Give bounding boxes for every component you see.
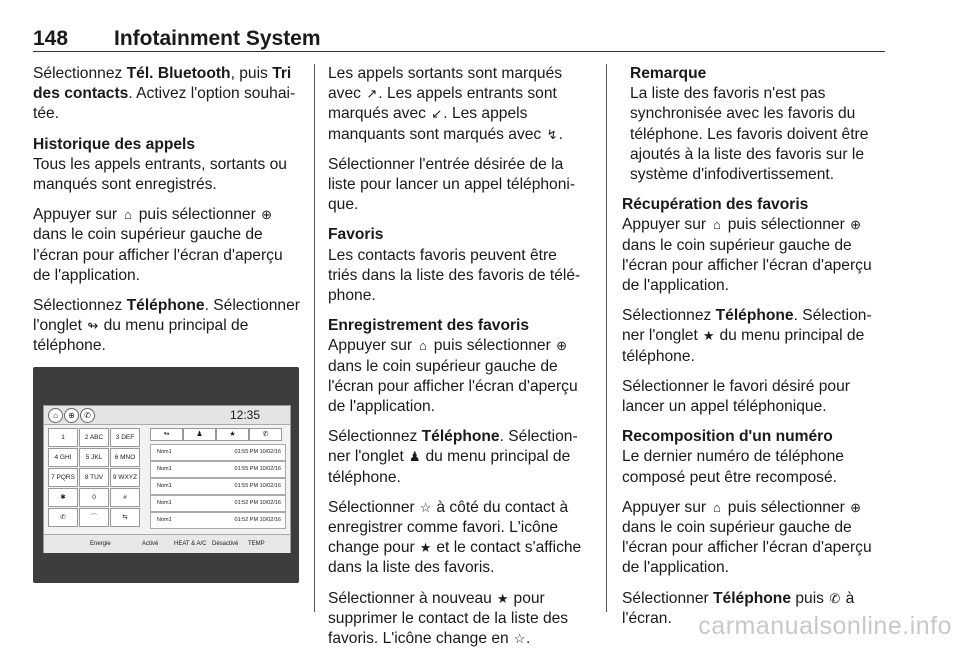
phone-icon: ✆ <box>829 590 841 606</box>
energy-label: Energie <box>90 540 111 547</box>
list-item: Nom1 01:52 PM 10/02/16 <box>150 512 286 529</box>
paragraph: Sélectionner l'entrée désirée de la liste pour lancer un appel téléphonique. <box>328 155 576 214</box>
favorite-list-icon: ★ <box>702 328 715 344</box>
contact-icon: ♟ <box>183 428 216 441</box>
paragraph: Sélectionnez Tél. Bluetooth, puis Tri des contacts. Activez l'option souhaitée. <box>33 65 296 123</box>
column-1 <box>33 64 301 583</box>
favorite-filled-icon: ★ <box>496 590 509 606</box>
apps-icon: ⊕ <box>556 338 568 354</box>
apps-icon: ⊕ <box>64 408 79 423</box>
paragraph: Les contacts favoris peuvent être triés dans la liste des favoris de téléphone. <box>328 246 581 305</box>
apps-icon: ⊕ <box>261 207 273 223</box>
key: ✱ <box>48 488 78 507</box>
tabs <box>150 428 284 440</box>
heading: Recomposition d'un numéro <box>622 428 833 446</box>
favorite-filled-icon: ★ <box>419 540 432 556</box>
infotainment-screen-figure <box>33 367 299 583</box>
incoming-call-icon: ↙ <box>431 106 443 122</box>
heading: Historique des appels <box>33 135 196 153</box>
paragraph: Le dernier numéro de téléphone composé peut être recomposé. <box>622 448 844 486</box>
heading: Enregistrement des favoris <box>328 317 530 335</box>
column-3 <box>622 64 886 639</box>
key: 8 TUV <box>79 468 109 487</box>
outgoing-call-icon: ↗ <box>366 86 378 102</box>
key: 0 <box>79 488 109 507</box>
paragraph: Tous les appels entrants, sortants ou manqués sont enregistrés. <box>33 155 287 194</box>
list-item: Nom1 01:52 PM 10/02/16 <box>150 495 286 512</box>
list-item: Nom1 01:55 PM 10/02/16 <box>150 461 286 478</box>
apps-icon: ⊕ <box>850 217 862 233</box>
missed-call-icon: ↯ <box>546 126 558 142</box>
clock: 12:35 <box>229 407 260 422</box>
temp-label: TEMP <box>248 540 265 547</box>
paragraph: Sélectionner à nouveau ★ pour supprimer le contact de la liste des favoris. L'icône change en ☆. <box>328 589 590 650</box>
paragraph: Les appels sortants sont marqués avec ↗. Les appels entrants sont marqués avec ↙. Les appels manquants sont marqués avec ↯. <box>328 64 590 145</box>
note-box <box>622 64 886 185</box>
phone-icon: ✆ <box>80 408 95 423</box>
key: 1 <box>48 428 78 447</box>
phone-screen <box>43 405 291 553</box>
phone-icon: ✆ <box>249 428 282 441</box>
keypad <box>48 428 142 528</box>
paragraph: Sélectionner le favori désiré pour lancer un appel téléphonique. <box>622 377 850 416</box>
off-label: Désactivé <box>212 540 239 547</box>
paragraph: Appuyer sur ⌂ puis sélectionner ⊕ dans le coin supérieur gauche de l'écran pour afficher l'écran d'aperçu de l'application. <box>622 498 872 577</box>
list-item: Nom1 01:55 PM 10/02/16 <box>150 478 286 495</box>
phone-icon: ✆ <box>48 508 78 527</box>
column-divider <box>314 64 315 612</box>
note-heading: Remarque <box>630 65 707 82</box>
paragraph: Sélectionnez Téléphone. Sélectionner l'onglet ↬ du menu principal de téléphone. <box>33 297 300 355</box>
home-icon: ⌂ <box>712 217 721 233</box>
key: 3 DEF <box>110 428 140 447</box>
paragraph: Sélectionner Téléphone puis ✆ à l'écran. <box>622 589 855 627</box>
key: # <box>110 488 140 507</box>
key: 5 JKL <box>79 448 109 467</box>
favorite-empty-icon: ☆ <box>419 499 432 515</box>
recent-calls-icon: ↬ <box>87 318 99 334</box>
key: 9 WXYZ <box>110 468 140 487</box>
recent-calls-icon: ↬ <box>150 428 183 441</box>
paragraph: Sélectionnez Téléphone. Sélectionner l'onglet ★ du menu principal de téléphone. <box>622 307 872 365</box>
home-icon: ⌂ <box>418 338 427 354</box>
note-text: La liste des favoris n'est pas synchronisée avec les favoris du téléphone. Les favoris doivent être ajoutés à la liste des favoris sur le système d'infodivertissement. <box>630 85 869 184</box>
favorite-icon: ★ <box>216 428 249 441</box>
apps-icon: ⊕ <box>850 499 862 515</box>
heading: Favoris <box>328 226 384 244</box>
heading: Récupération des favoris <box>622 196 809 214</box>
paragraph: Sélectionnez Téléphone. Sélectionner l'onglet ♟ du menu principal de téléphone. <box>328 428 578 486</box>
paragraph: Sélectionner ☆ à côté du contact à enregistrer comme favori. L'icône change pour ★ et le contact s'affiche dans la liste des favoris. <box>328 498 582 577</box>
favorite-empty-icon: ☆ <box>513 631 526 647</box>
column-divider <box>606 64 607 612</box>
section-title: Infotainment System <box>114 27 321 50</box>
key: 6 MNO <box>110 448 140 467</box>
home-icon: ⌂ <box>48 408 63 423</box>
heat-label: HEAT & A/C <box>174 540 207 547</box>
transfer-icon: ⇆ <box>110 508 140 527</box>
watermark: carmanualsonline.info <box>698 612 952 640</box>
key: 7 PQRS <box>48 468 78 487</box>
header-rule <box>33 51 885 52</box>
climate-bar <box>44 534 290 553</box>
column-2 <box>328 64 590 659</box>
page-header <box>33 27 885 53</box>
list-item: Nom1 01:55 PM 10/02/16 <box>150 444 286 461</box>
paragraph: Appuyer sur ⌂ puis sélectionner ⊕ dans le coin supérieur gauche de l'écran pour afficher l'écran d'aperçu de l'application. <box>328 337 578 416</box>
page-number: 148 <box>33 27 69 50</box>
paragraph: Appuyer sur ⌂ puis sélectionner ⊕ dans le coin supérieur gauche de l'écran pour afficher l'écran d'aperçu de l'application. <box>33 206 283 284</box>
key: 4 GHI <box>48 448 78 467</box>
home-icon: ⌂ <box>123 207 132 223</box>
contact-icon: ♟ <box>408 449 421 465</box>
hang-up-icon: ⌒ <box>79 508 109 527</box>
call-list <box>150 428 284 528</box>
screen-top-bar <box>44 406 290 425</box>
key: 2 ABC <box>79 428 109 447</box>
active-label: Activé <box>142 540 159 547</box>
paragraph: Appuyer sur ⌂ puis sélectionner ⊕ dans le coin supérieur gauche de l'écran pour afficher l'écran d'aperçu de l'application. <box>622 216 872 295</box>
home-icon: ⌂ <box>712 499 721 515</box>
